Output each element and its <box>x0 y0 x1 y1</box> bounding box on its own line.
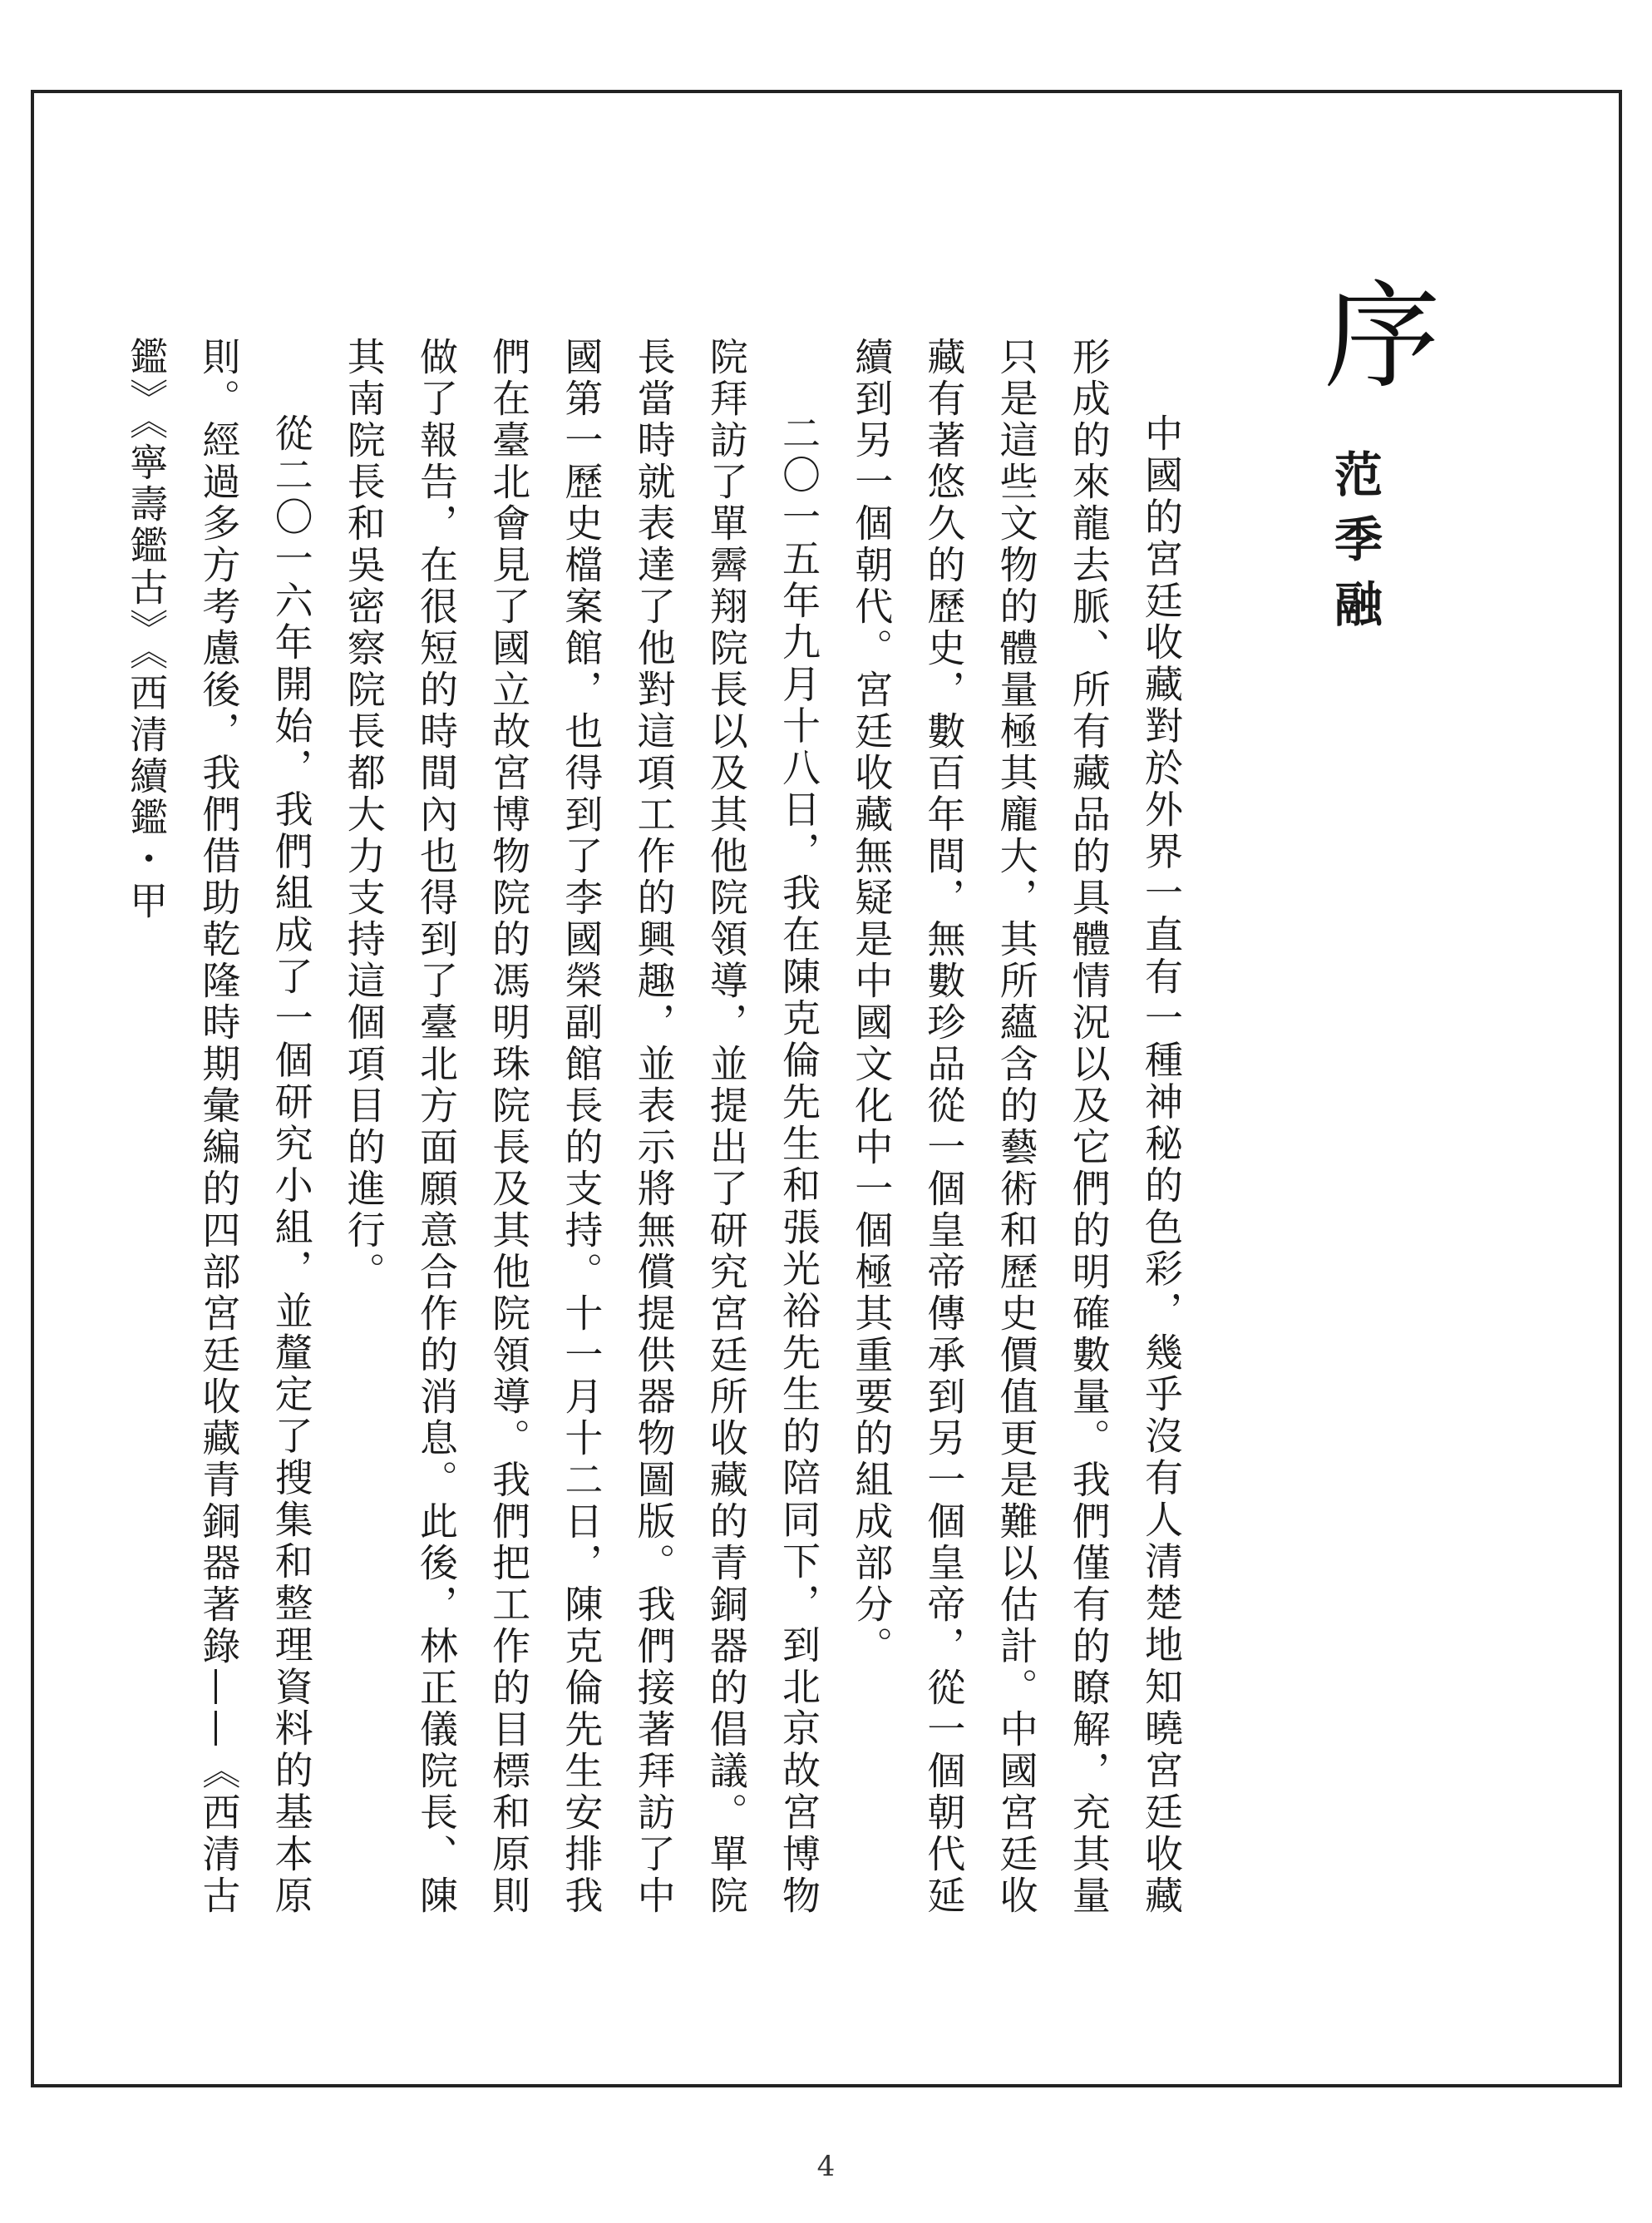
page-title: 序 <box>1304 274 1440 391</box>
body-text <box>124 337 1197 1917</box>
page-number: 4 <box>816 2150 836 2183</box>
paragraph-2: 二〇一五年九月十八日，我在陳克倫先生和張光裕先生的陪同下，到北京故宮博物院拜訪了單霽翔院長以及其他院領導，並提出了研究宮廷所收藏的青銅器的倡議。單院長當時就表達了他對這項工作的興趣，並表示將無償提供器物圖版。我們接著拜訪了中國第一歷史檔案館，也得到了李國榮副館長的支持。十一月十二日，陳克倫先生安排我們在臺北會見了國立故宮博物院的馮明珠院長及其他院領導。我們把工作的目標和原則做了報告，在很短的時間內也得到了臺北方面願意合作的消息。此後，林正儀院長、陳其南院長和吳密察院長都大力支持這個項目的進行。 <box>341 337 821 1917</box>
author-name: 范季融 <box>1326 449 1383 644</box>
paragraph-3: 從二〇一六年開始，我們組成了一個研究小組，並釐定了搜集和整理資料的基本原則。經過多方考慮後，我們借助乾隆時期彙編的四部宮廷收藏青銅器著錄——《西清古鑑》《寧壽鑑古》《西清續鑑・甲 <box>124 337 314 1917</box>
paragraph-1: 中國的宮廷收藏對於外界一直有一種神秘的色彩，幾乎沒有人清楚地知曉宮廷收藏形成的來龍去脈、所有藏品的具體情況以及它們的明確數量。我們僅有的瞭解，充其量只是這些文物的體量極其龐大，其所蘊含的藝術和歷史價值更是難以估計。中國宮廷收藏有著悠久的歷史，數百年間，無數珍品從一個皇帝傳承到另一個皇帝，從一個朝代延續到另一個朝代。宮廷收藏無疑是中國文化中一個極其重要的組成部分。 <box>849 337 1184 1917</box>
